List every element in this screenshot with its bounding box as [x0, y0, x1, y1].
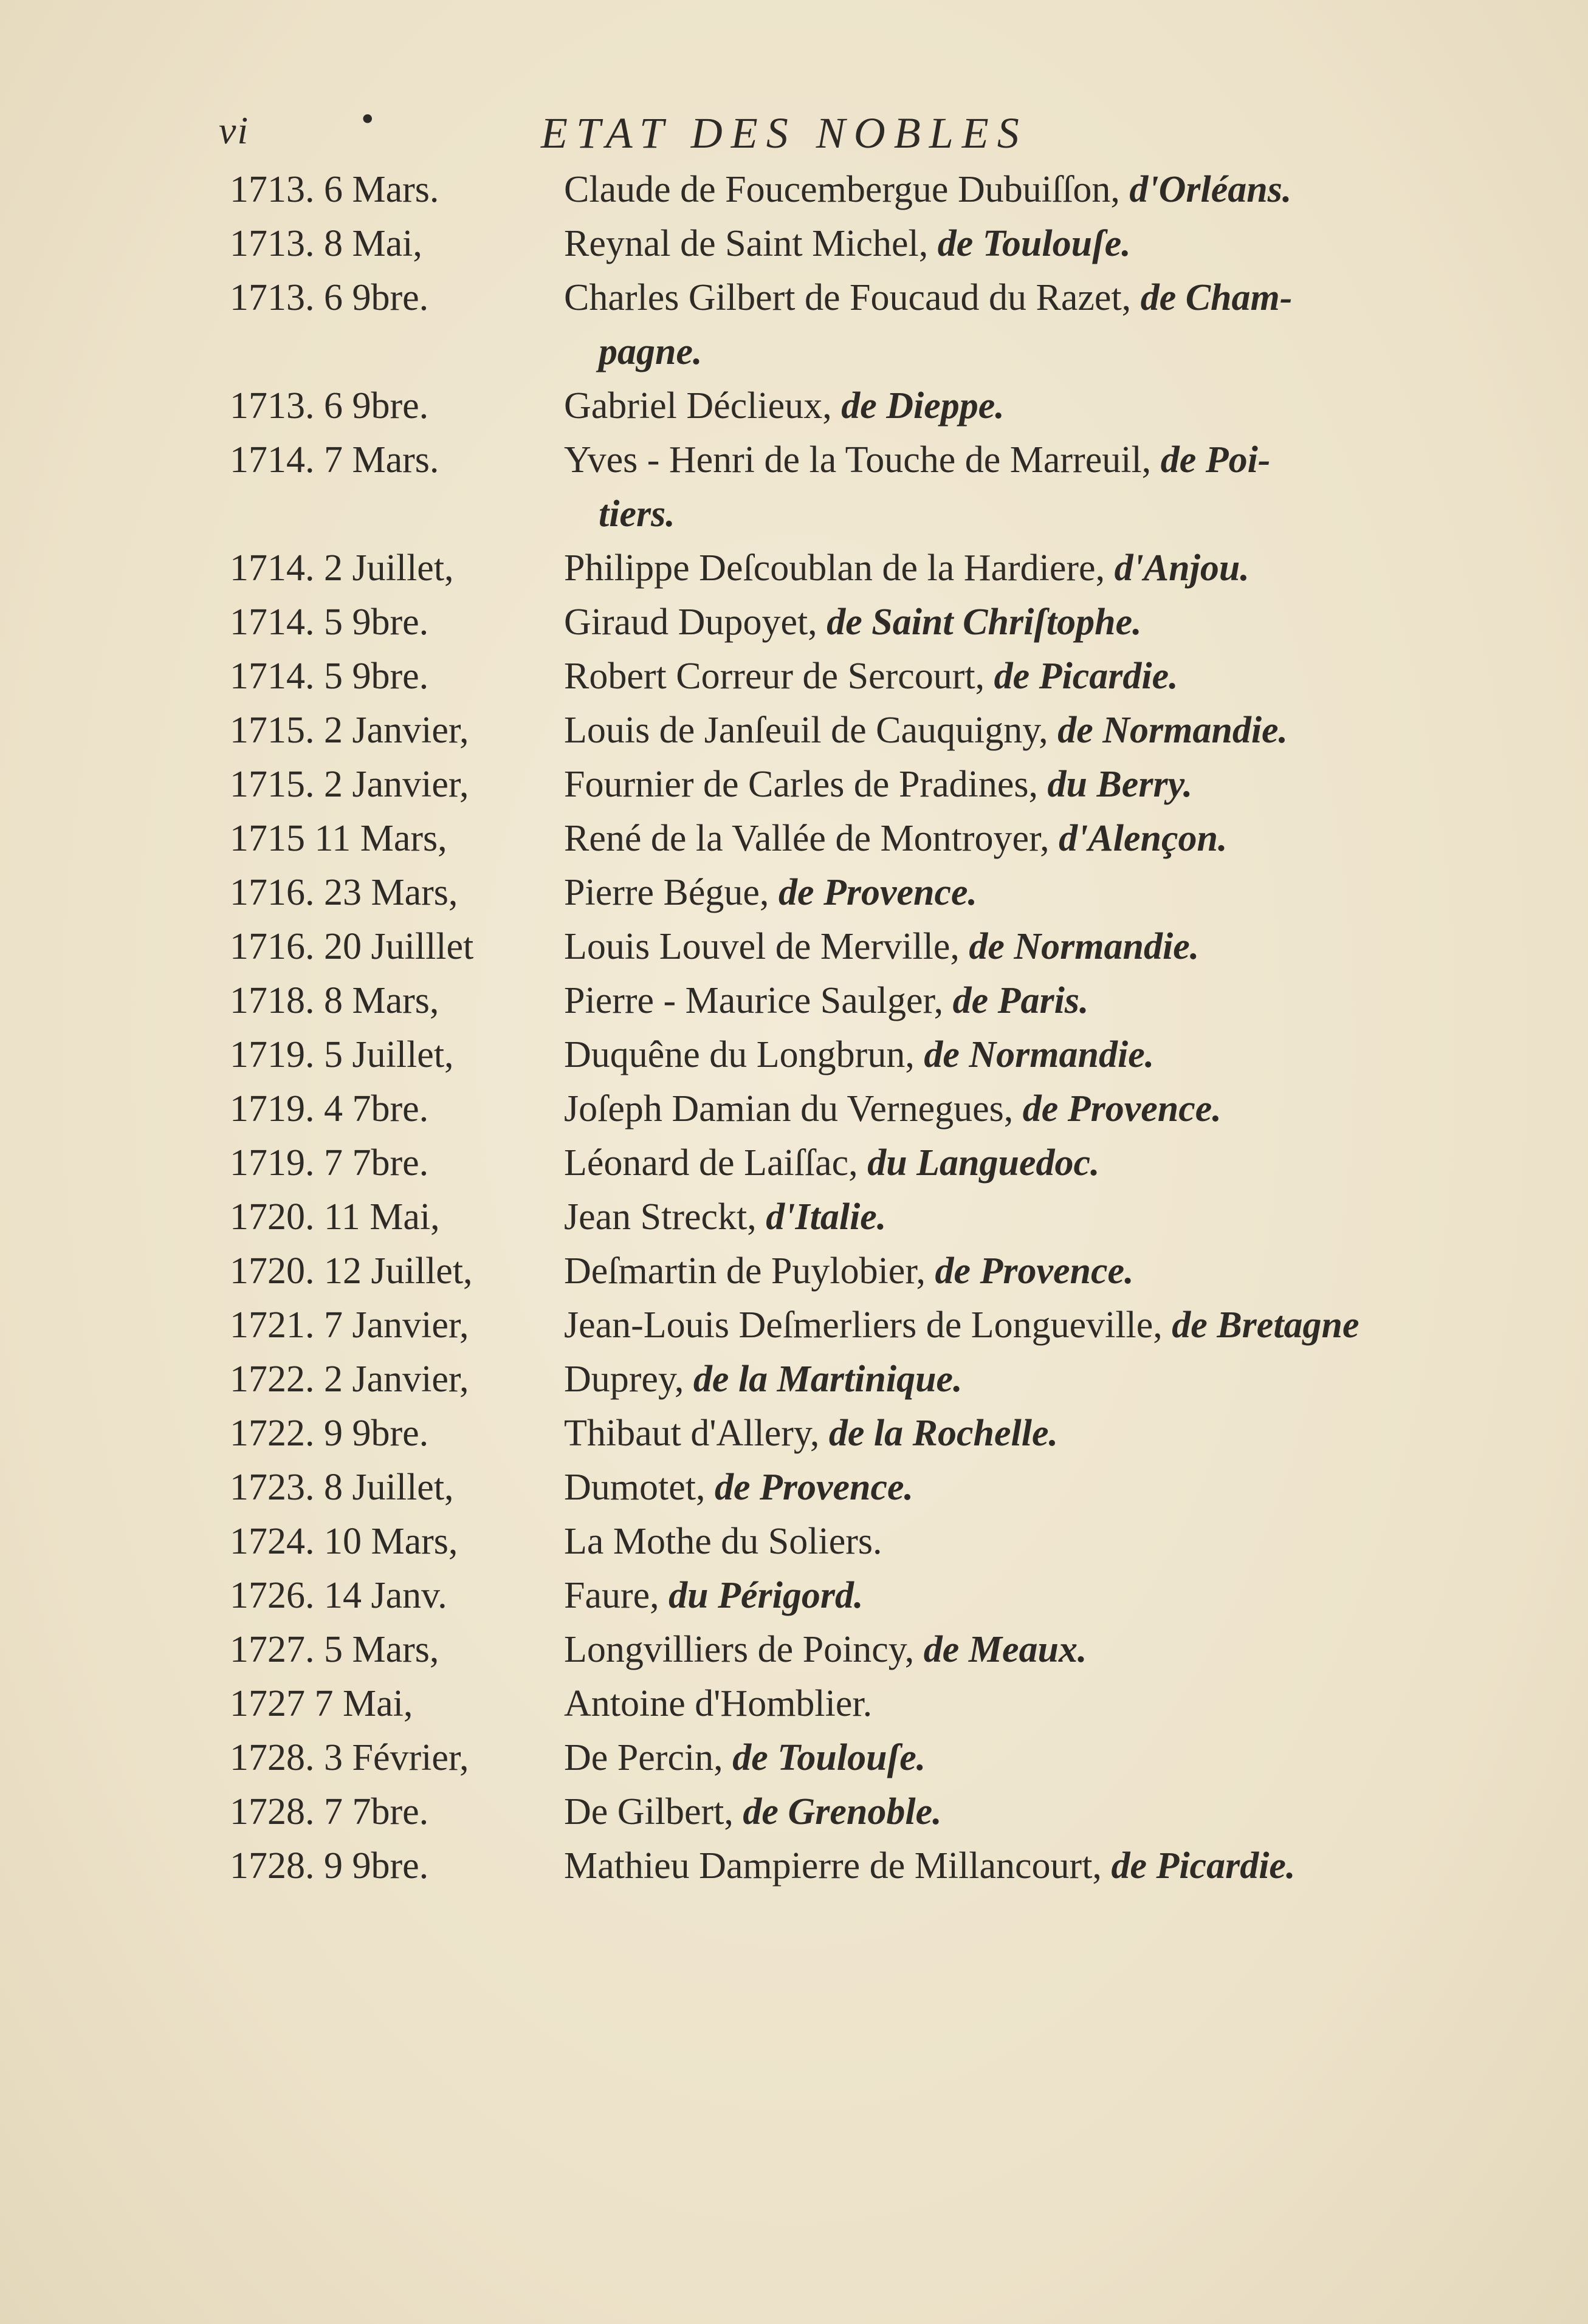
entry-date: 1722. 9 9bre.	[230, 1413, 429, 1454]
entry-line	[0, 595, 1588, 650]
list-item	[0, 1731, 1588, 1785]
entry-text	[564, 1407, 1058, 1461]
list-item	[0, 1136, 1588, 1190]
entry-origin: de Toulouſe.	[732, 1737, 926, 1778]
entry-text	[564, 1839, 1295, 1893]
entry-origin: de Provence.	[935, 1250, 1134, 1292]
list-item	[0, 433, 1588, 541]
entry-text	[564, 1515, 882, 1569]
entry-text	[564, 1352, 963, 1407]
entry-origin: de Normandie.	[924, 1034, 1155, 1075]
entry-line	[0, 1785, 1588, 1839]
entry-date: 1727. 5 Mars,	[230, 1629, 439, 1670]
entry-line	[0, 812, 1588, 866]
entry-line	[0, 1515, 1588, 1569]
entry-line	[0, 1028, 1588, 1082]
entry-date: 1728. 7 7bre.	[230, 1791, 429, 1832]
entry-date: 1716. 20 Juilllet	[230, 926, 474, 967]
list-item	[0, 1677, 1588, 1731]
entry-origin: de Cham-	[1140, 277, 1293, 318]
entry-name: Léonard de Laiſſac,	[564, 1142, 858, 1184]
entry-line	[0, 1839, 1588, 1893]
entry-date: 1714. 2 Juillet,	[230, 547, 454, 589]
entry-origin: du Languedoc.	[867, 1142, 1100, 1184]
entry-name: Thibaut d'Allery,	[564, 1413, 820, 1454]
entry-date: 1715 11 Mars,	[230, 818, 447, 859]
entry-date: 1719. 4 7bre.	[230, 1088, 429, 1129]
list-item	[0, 1407, 1588, 1461]
entry-name: Deſmartin de Puylobier,	[564, 1250, 926, 1292]
entry-origin: de Normandie.	[969, 926, 1200, 967]
entry-origin: de Meaux.	[923, 1629, 1087, 1670]
entry-line	[0, 433, 1588, 487]
entry-name: Jean-Louis Deſmerliers de Longueville,	[564, 1304, 1163, 1346]
entry-origin: de Picardie.	[994, 656, 1178, 697]
entry-line	[0, 163, 1588, 217]
list-item	[0, 541, 1588, 595]
entry-name: Claude de Foucembergue Dubuiſſon,	[564, 169, 1120, 210]
list-item	[0, 1190, 1588, 1244]
entry-origin: d'Italie.	[766, 1196, 887, 1238]
entry-date: 1714. 7 Mars.	[230, 439, 439, 481]
entry-line	[0, 1082, 1588, 1136]
entry-text	[564, 1461, 913, 1515]
list-item	[0, 650, 1588, 704]
entry-origin: du Périgord.	[669, 1575, 864, 1616]
entry-line	[0, 1407, 1588, 1461]
entry-origin: du Berry.	[1047, 764, 1193, 805]
list-item	[0, 866, 1588, 920]
entry-name: Louis Louvel de Merville,	[564, 926, 960, 967]
entry-date: 1726. 14 Janv.	[230, 1575, 447, 1616]
list-item	[0, 920, 1588, 974]
entry-continuation	[0, 487, 1588, 541]
list-item	[0, 217, 1588, 271]
list-item	[0, 1839, 1588, 1893]
entry-name: Faure,	[564, 1575, 659, 1616]
entry-text	[564, 920, 1199, 974]
entry-text	[564, 866, 977, 920]
entry-text	[564, 1190, 886, 1244]
entry-line	[0, 758, 1588, 812]
entry-list	[0, 163, 1588, 1893]
entry-origin-continuation: pagne.	[599, 331, 703, 372]
entry-text	[564, 1677, 872, 1731]
entry-name: De Percin,	[564, 1737, 723, 1778]
entry-line	[0, 974, 1588, 1028]
entry-text	[564, 704, 1288, 758]
entry-text	[564, 1731, 926, 1785]
entry-date: 1714. 5 9bre.	[230, 602, 429, 643]
entry-date: 1723. 8 Juillet,	[230, 1467, 454, 1508]
entry-line	[0, 1623, 1588, 1677]
entry-origin: de Provence.	[1022, 1088, 1222, 1129]
entry-line	[0, 1190, 1588, 1244]
entry-origin: de Toulouſe.	[937, 223, 1131, 264]
entry-text	[564, 1623, 1087, 1677]
entry-continuation	[0, 325, 1588, 379]
entry-line	[0, 704, 1588, 758]
entry-line	[0, 866, 1588, 920]
entry-text	[564, 217, 1131, 271]
entry-date: 1728. 9 9bre.	[230, 1845, 429, 1887]
entry-text	[564, 595, 1142, 650]
entry-line	[0, 271, 1588, 325]
entry-origin-continuation: tiers.	[599, 493, 675, 535]
entry-date: 1715. 2 Janvier,	[230, 764, 469, 805]
entry-text	[564, 974, 1089, 1028]
page-number: vi	[219, 109, 250, 152]
entry-name: Duquêne du Longbrun,	[564, 1034, 915, 1075]
list-item	[0, 1569, 1588, 1623]
entry-text	[564, 650, 1178, 704]
entry-name: Antoine d'Homblier.	[564, 1683, 873, 1724]
entry-line	[0, 920, 1588, 974]
entry-line	[0, 1677, 1588, 1731]
entry-text	[564, 163, 1291, 217]
list-item	[0, 1461, 1588, 1515]
list-item	[0, 1623, 1588, 1677]
entry-date: 1728. 3 Février,	[230, 1737, 469, 1778]
entry-origin: de Provence.	[778, 872, 978, 913]
entry-line	[0, 217, 1588, 271]
list-item	[0, 1352, 1588, 1407]
entry-date: 1722. 2 Janvier,	[230, 1359, 469, 1400]
entry-text	[564, 1244, 1134, 1298]
entry-origin: de Saint Chriſtophe.	[827, 602, 1142, 643]
entry-name: Joſeph Damian du Vernegues,	[564, 1088, 1014, 1129]
entry-text	[564, 1136, 1100, 1190]
list-item	[0, 163, 1588, 217]
entry-line	[0, 1352, 1588, 1407]
entry-line	[0, 1569, 1588, 1623]
entry-text	[564, 433, 1270, 487]
entry-origin: d'Anjou.	[1114, 547, 1249, 589]
entry-date: 1724. 10 Mars,	[230, 1521, 458, 1562]
entry-text	[564, 379, 1005, 433]
entry-line	[0, 379, 1588, 433]
entry-origin: de Normandie.	[1057, 710, 1288, 751]
entry-name: Mathieu Dampierre de Millancourt,	[564, 1845, 1102, 1887]
entry-line	[0, 1244, 1588, 1298]
entry-line	[0, 1136, 1588, 1190]
entry-name: Yves - Henri de la Touche de Marreuil,	[564, 439, 1152, 481]
entry-date: 1718. 8 Mars,	[230, 980, 439, 1021]
entry-name: Giraud Dupoyet,	[564, 602, 817, 643]
entry-line	[0, 541, 1588, 595]
entry-origin: de Paris.	[952, 980, 1089, 1021]
entry-date: 1720. 12 Juillet,	[230, 1250, 473, 1292]
entry-name: Duprey,	[564, 1359, 684, 1400]
entry-text	[564, 758, 1192, 812]
entry-line	[0, 1298, 1588, 1352]
entry-text	[564, 541, 1249, 595]
entry-text	[564, 1082, 1222, 1136]
entry-origin: de Dieppe.	[841, 385, 1005, 427]
entry-name: Gabriel Déclieux,	[564, 385, 832, 427]
page-header	[219, 102, 1130, 163]
entry-text	[564, 1298, 1359, 1352]
entry-origin: de Picardie.	[1111, 1845, 1296, 1887]
entry-name: Philippe Deſcoublan de la Hardiere,	[564, 547, 1105, 589]
entry-origin: de la Rochelle.	[828, 1413, 1058, 1454]
entry-date: 1719. 5 Juillet,	[230, 1034, 454, 1075]
entry-origin: de Provence.	[714, 1467, 914, 1508]
entry-origin: de Bretagne	[1172, 1304, 1359, 1346]
entry-origin: d'Alençon.	[1059, 818, 1228, 859]
entry-line	[0, 650, 1588, 704]
running-title: ETAT DES NOBLES	[541, 109, 1028, 157]
entry-origin: d'Orléans.	[1129, 169, 1292, 210]
entry-name: Longvilliers de Poincy,	[564, 1629, 915, 1670]
list-item	[0, 379, 1588, 433]
entry-text	[564, 271, 1292, 325]
entry-date: 1713. 6 Mars.	[230, 169, 439, 210]
entry-date: 1716. 23 Mars,	[230, 872, 458, 913]
list-item	[0, 1244, 1588, 1298]
entry-name: René de la Vallée de Montroyer,	[564, 818, 1050, 859]
entry-name: Fournier de Carles de Pradines,	[564, 764, 1038, 805]
entry-date: 1719. 7 7bre.	[230, 1142, 429, 1184]
entry-origin: de la Martinique.	[693, 1359, 963, 1400]
list-item	[0, 1785, 1588, 1839]
entry-date: 1720. 11 Mai,	[230, 1196, 440, 1238]
entry-date: 1727 7 Mai,	[230, 1683, 413, 1724]
entry-name: Charles Gilbert de Foucaud du Razet,	[564, 277, 1132, 318]
entry-name: Jean Streckt,	[564, 1196, 757, 1238]
entry-date: 1714. 5 9bre.	[230, 656, 429, 697]
entry-name: Louis de Janſeuil de Cauquigny,	[564, 710, 1048, 751]
list-item	[0, 1298, 1588, 1352]
list-item	[0, 812, 1588, 866]
entry-line	[0, 1461, 1588, 1515]
entry-name: Robert Correur de Sercourt,	[564, 656, 985, 697]
entry-text	[564, 1785, 942, 1839]
list-item	[0, 974, 1588, 1028]
list-item	[0, 1028, 1588, 1082]
entry-line	[0, 1731, 1588, 1785]
entry-name: Dumotet,	[564, 1467, 706, 1508]
list-item	[0, 1082, 1588, 1136]
entry-date: 1713. 6 9bre.	[230, 385, 429, 427]
entry-date: 1713. 8 Mai,	[230, 223, 422, 264]
entry-date: 1713. 6 9bre.	[230, 277, 429, 318]
entry-name: Pierre - Maurice Saulger,	[564, 980, 944, 1021]
list-item	[0, 595, 1588, 650]
entry-name: Reynal de Saint Michel,	[564, 223, 929, 264]
list-item	[0, 271, 1588, 379]
entry-date: 1721. 7 Janvier,	[230, 1304, 469, 1346]
entry-name: De Gilbert,	[564, 1791, 734, 1832]
entry-text	[564, 1569, 864, 1623]
entry-name: Pierre Bégue,	[564, 872, 769, 913]
entry-origin: de Poi-	[1160, 439, 1271, 481]
list-item	[0, 1515, 1588, 1569]
header-ornament: •	[359, 102, 377, 137]
entry-name: La Mothe du Soliers.	[564, 1521, 882, 1562]
entry-text	[564, 1028, 1154, 1082]
entry-date: 1715. 2 Janvier,	[230, 710, 469, 751]
entry-origin: de Grenoble.	[743, 1791, 942, 1832]
list-item	[0, 758, 1588, 812]
entry-text	[564, 812, 1227, 866]
list-item	[0, 704, 1588, 758]
